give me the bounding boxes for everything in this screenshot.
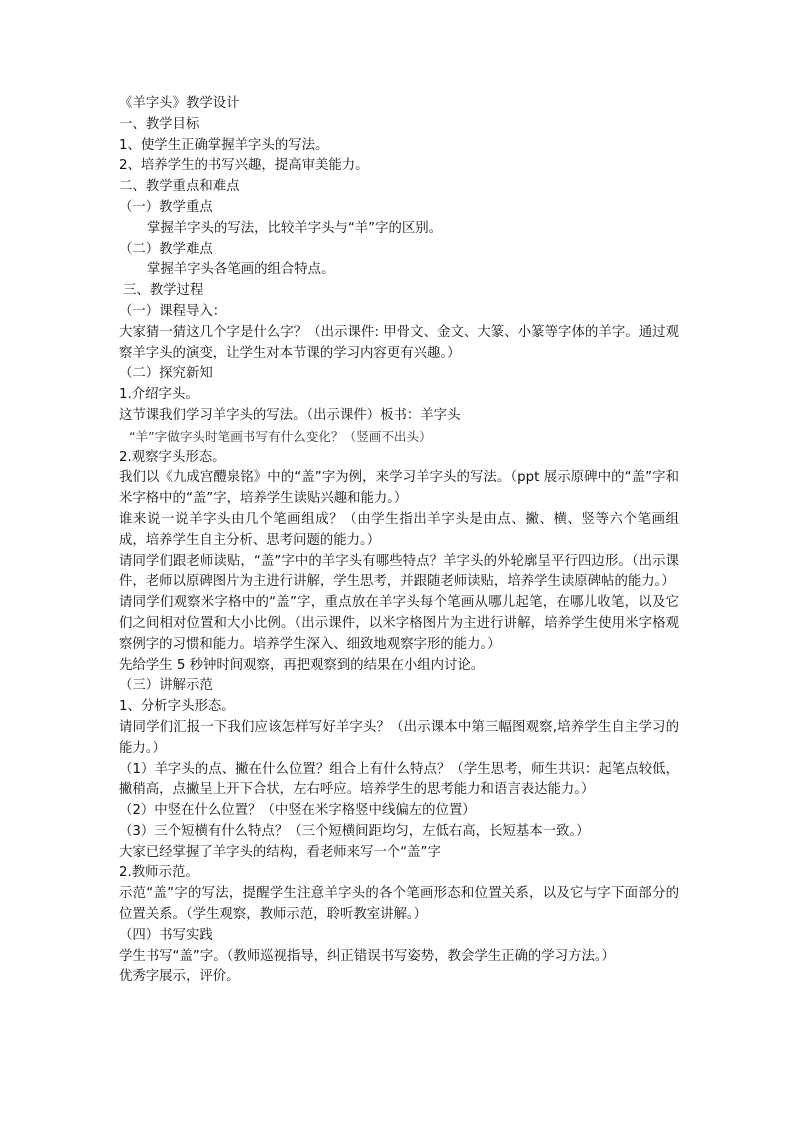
practice-paragraph-2: 优秀字展示，评价。: [119, 969, 240, 985]
demo-step-2: 2.教师示范。: [119, 865, 199, 881]
demo-paragraph-6: 示范“盖”字的写法，提醒学生注意羊字头的各个笔画形态和位置关系，以及它与字下面部分的位置关系。（学生观察，教师示范，聆听教室讲解。）: [119, 886, 679, 923]
explore-paragraph-1: 这节课我们学习羊字头的写法。（出示课件）板书：羊字头: [119, 407, 461, 423]
section-heading-key-points: 二、教学重点和难点: [119, 179, 240, 195]
subheading-demonstration: （三）讲解示范: [119, 678, 213, 694]
document-page: [119, 94, 679, 988]
doc-title: 《羊字头》教学设计: [119, 96, 240, 111]
demo-paragraph-4: （3）三个短横有什么特点？（三个短横间距均匀，左低右高，长短基本一致。）: [119, 823, 590, 839]
subheading-key-point: （一）教学重点: [119, 199, 213, 215]
practice-paragraph-1: 学生书写“盖”字。（教师巡视指导，纠正错误书写姿势，教会学生正确的学习方法。）: [119, 948, 615, 964]
intro-paragraph: 大家猜一猜这几个字是什么字？（出示课件: 甲骨文、金文、大篆、小篆等字体的羊字。通过观察羊字头的演变，让学生对本节课的学习内容更有兴趣。）: [119, 324, 679, 361]
explore-question: “羊”字做字头时笔画书写有什么变化？（竖画不出头）: [129, 428, 432, 444]
difficulty-text: 掌握羊字头各笔画的组合特点。: [147, 262, 335, 278]
explore-step-1: 1.介绍字头。: [119, 387, 199, 403]
explore-paragraph-2: 我们以《九成宫醴泉铭》中的“盖”字为例，来学习羊字头的写法。（ppt 展示原碑中的“盖”字和米字格中的“盖”字，培养学生读贴兴趣和能力。）: [119, 470, 679, 507]
goal-2: 2、培养学生的书写兴趣，提高审美能力。: [119, 158, 369, 174]
subheading-difficulty: （二）教学难点: [119, 241, 213, 257]
explore-paragraph-5: 请同学们观察米字格中的“盖”字，重点放在羊字头每个笔画从哪儿起笔，在哪儿收笔，以及它们之间相对位置和大小比例。（出示课件，以米字格图片为主进行讲解，培养学生使用米字格观察例字的习惯和能力。培养学生深入、细致地观察字形的能力。）: [119, 595, 679, 652]
key-point-text: 掌握羊字头的写法，比较羊字头与“羊”字的区别。: [147, 220, 443, 236]
subheading-explore: （二）探究新知: [119, 366, 213, 382]
goal-1: 1、使学生正确掌握羊字头的写法。: [119, 137, 329, 153]
demo-paragraph-1: 请同学们汇报一下我们应该怎样写好羊字头？（出示课本中第三幅图观察,培养学生自主学习的能力。）: [119, 719, 679, 756]
demo-step-1: 1、分析字头形态。: [119, 699, 235, 715]
section-heading-goals: 一、教学目标: [119, 116, 200, 132]
demo-paragraph-2: （1）羊字头的点、撇在什么位置？组合上有什么特点？（学生思考，师生共识：起笔点较低，撇稍高，点撇呈上开下合状，左右呼应。培养学生的思考能力和语言表达能力。）: [119, 761, 679, 798]
explore-step-2: 2.观察字头形态。: [119, 449, 226, 465]
section-heading-process: 三、教学过程: [123, 283, 204, 299]
subheading-intro: （一）课程导入：: [119, 303, 227, 319]
explore-paragraph-3: 谁来说一说羊字头由几个笔画组成？（由学生指出羊字头是由点、撇、横、竖等六个笔画组成，培养学生自主分析、思考问题的能力。）: [119, 511, 679, 548]
subheading-practice: （四）书写实践: [119, 927, 213, 943]
demo-paragraph-5: 大家已经掌握了羊字头的结构，看老师来写一个“盖”字: [119, 844, 441, 860]
explore-paragraph-6: 先给学生 5 秒钟时间观察，再把观察到的结果在小组内讨论。: [119, 657, 485, 673]
explore-paragraph-4: 请同学们跟老师读贴，“盖”字中的羊字头有哪些特点？羊字头的外轮廓呈平行四边形。（出示课件，老师以原碑图片为主进行讲解，学生思考，并跟随老师读贴，培养学生读原碑帖的能力。）: [119, 553, 679, 590]
demo-paragraph-3: （2）中竖在什么位置？（中竖在米字格竖中线偏左的位置）: [119, 803, 476, 819]
